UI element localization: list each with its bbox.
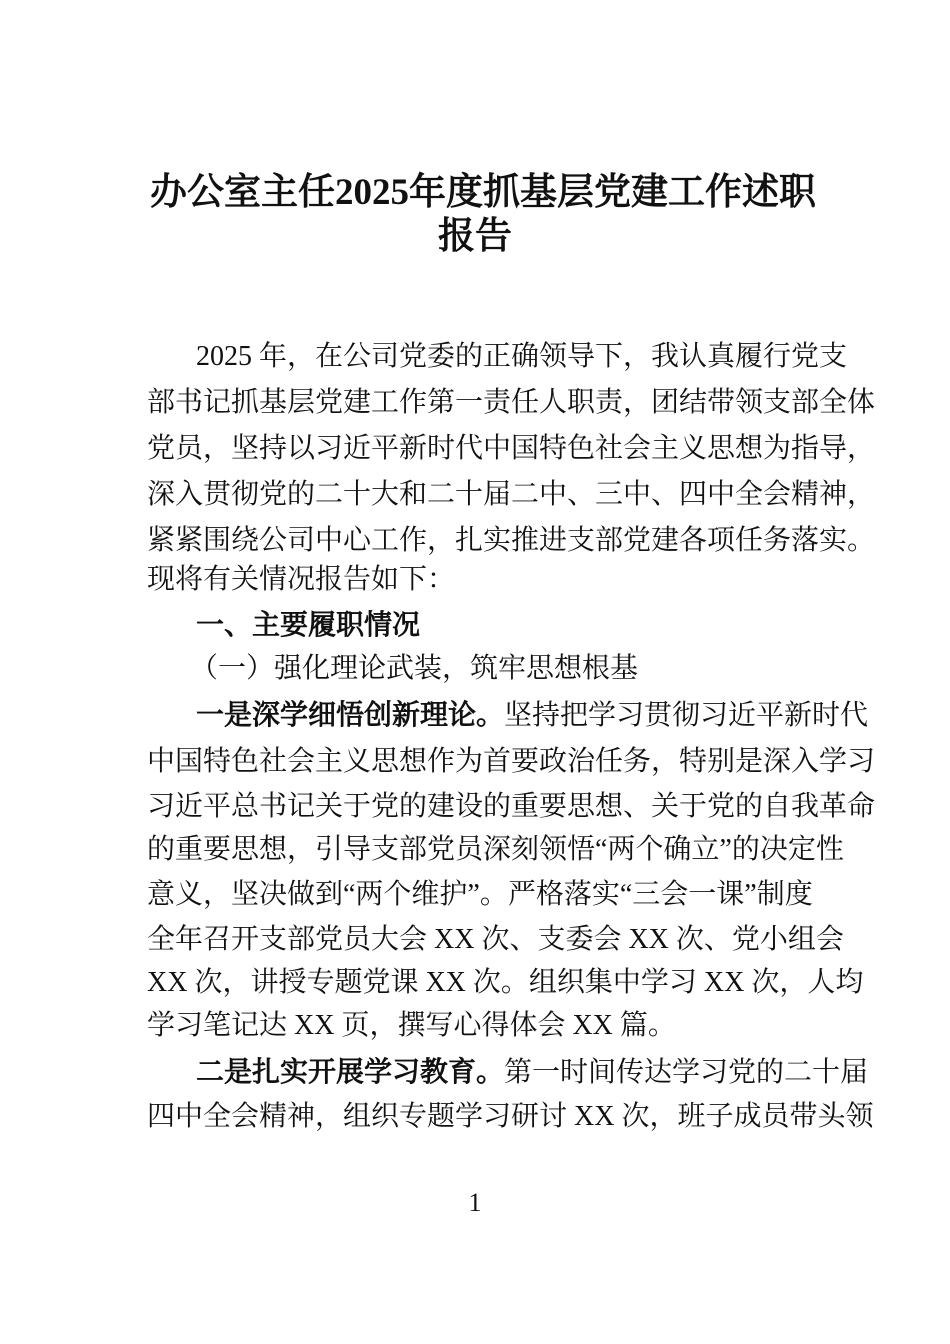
intro-line: 部书记抓基层党建工作第一责任人职责，团结带领支部全体 <box>147 387 876 418</box>
document-title-line2: 报告 <box>438 216 512 257</box>
para2-line: 四中全会精神，组织专题学习研讨 XX 次，班子成员带头领 <box>147 1101 874 1132</box>
subsection-heading: （一）强化理论武装，筑牢思想根基 <box>190 653 639 684</box>
intro-line: 党员，坚持以习近平新时代中国特色社会主义思想为指导， <box>147 433 876 464</box>
intro-line: 现将有关情况报告如下： <box>147 564 456 595</box>
para1-first-rest: 坚持把学习贯彻习近平新时代 <box>504 700 869 731</box>
intro-line: 紧紧围绕公司中心工作，扎实推进支部党建各项任务落实。 <box>147 525 876 556</box>
section-heading: 一、主要履职情况 <box>196 610 421 641</box>
para1-line: 中国特色社会主义思想作为首要政治任务，特别是深入学习 <box>147 746 876 777</box>
para1-lead: 一是深学细悟创新理论。 <box>196 700 505 731</box>
para1-line: 学习笔记达 XX 页，撰写心得体会 XX 篇。 <box>147 1010 676 1041</box>
page-number: 1 <box>468 1188 482 1217</box>
para1-line: 习近平总书记关于党的建设的重要思想、关于党的自我革命 <box>147 791 876 822</box>
para1-line: 意义，坚决做到“两个维护”。严格落实“三会一课”制度 <box>147 879 813 910</box>
para1-line: 的重要思想，引导支部党员深刻领悟“两个确立”的决定性 <box>147 834 844 865</box>
para2-lead: 二是扎实开展学习教育。 <box>196 1057 505 1088</box>
document-title-line1: 办公室主任2025年度抓基层党建工作述职 <box>150 172 816 213</box>
para1-line: XX 次，讲授专题党课 XX 次。组织集中学习 XX 次，人均 <box>147 967 864 998</box>
para1-line <box>196 699 869 733</box>
intro-line: 深入贯彻党的二十大和二十届二中、三中、四中全会精神， <box>147 479 876 510</box>
intro-line: 2025 年，在公司党委的正确领导下，我认真履行党支 <box>196 341 848 372</box>
para2-first-rest: 第一时间传达学习党的二十届 <box>504 1057 869 1088</box>
para2-line <box>196 1056 869 1090</box>
para1-line: 全年召开支部党员大会 XX 次、支委会 XX 次、党小组会 <box>147 924 844 955</box>
